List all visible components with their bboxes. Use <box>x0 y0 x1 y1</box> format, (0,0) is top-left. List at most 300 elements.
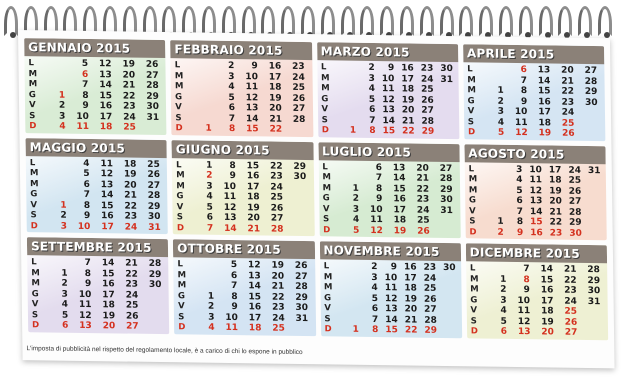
day-cell: 20 <box>401 105 415 116</box>
weekday-label: V <box>175 102 182 113</box>
day-cell: 24 <box>272 313 285 324</box>
day-cell: 25 <box>123 122 136 133</box>
day-cell <box>197 270 214 281</box>
day-cell: 21 <box>122 80 136 91</box>
day-cell: 18 <box>548 175 562 186</box>
week-column <box>338 62 356 137</box>
day-cell: 15 <box>101 269 115 280</box>
day-cell: 15 <box>246 160 260 172</box>
day-cell: 16 <box>248 302 262 313</box>
day-cell: 21 <box>549 207 563 218</box>
day-cell: 25 <box>564 306 578 318</box>
day-cell: 24 <box>125 290 139 301</box>
day-cell <box>581 108 598 119</box>
day-cell: 15 <box>540 275 554 286</box>
weekday-label: M <box>28 79 38 90</box>
week-column <box>486 65 504 140</box>
day-cell: 7 <box>82 79 89 90</box>
day-cell <box>437 127 454 138</box>
day-cell: 14 <box>392 173 406 184</box>
day-cell <box>291 324 308 335</box>
month-body <box>464 162 606 241</box>
month-title: LUGLIO 2015 <box>318 142 459 162</box>
day-cell: 17 <box>248 313 262 324</box>
week-column <box>525 165 543 240</box>
day-cell: 6 <box>206 212 214 223</box>
day-cell: 25 <box>272 323 285 335</box>
day-cell: 24 <box>123 111 136 123</box>
day-cell <box>48 79 65 90</box>
weekday-label: S <box>178 312 185 323</box>
week-column <box>288 62 306 137</box>
day-cell: 31 <box>587 296 601 307</box>
day-cell: 19 <box>549 186 562 197</box>
week-columns <box>482 264 604 340</box>
day-cell: 26 <box>292 93 306 104</box>
weekday-label: D <box>30 220 38 231</box>
day-cell: 30 <box>584 97 598 108</box>
day-cell <box>439 326 456 337</box>
day-cell: 19 <box>271 260 285 272</box>
day-cell: 12 <box>100 169 114 180</box>
day-cell: 20 <box>269 103 282 114</box>
day-cell <box>194 92 211 103</box>
day-cell <box>194 60 211 71</box>
day-cell: 6 <box>520 65 527 76</box>
day-cell: 12 <box>515 127 528 139</box>
day-cell: 23 <box>564 285 577 297</box>
day-cell: 11 <box>517 306 531 317</box>
weekday-label: S <box>30 210 37 221</box>
day-cell: 2 <box>60 210 67 221</box>
day-cell: 5 <box>353 225 360 236</box>
weekday-label: G <box>470 295 478 306</box>
day-cell: 19 <box>123 169 137 180</box>
day-cell: 16 <box>538 96 551 107</box>
day-cell <box>341 304 358 315</box>
day-cell <box>584 218 601 229</box>
month-block <box>464 144 607 241</box>
day-cell: 21 <box>563 264 577 276</box>
week-column <box>49 158 67 233</box>
day-cell: 8 <box>375 183 383 194</box>
day-cell: 24 <box>420 74 434 85</box>
day-cell: 2 <box>497 227 504 238</box>
day-cell <box>197 260 214 271</box>
weekday-label: D <box>321 125 329 136</box>
day-cell: 17 <box>101 221 114 233</box>
day-cell: 17 <box>538 107 551 118</box>
day-cell: 13 <box>385 304 398 315</box>
month-title: MARZO 2015 <box>317 42 458 62</box>
day-cell <box>581 118 598 129</box>
weekday-label: G <box>176 191 184 202</box>
day-cell: 1 <box>497 216 504 227</box>
day-cell: 3 <box>61 289 68 300</box>
binding-ring <box>598 6 612 36</box>
day-cell: 31 <box>440 74 454 85</box>
day-cell: 29 <box>421 126 435 137</box>
binding-ring <box>360 6 374 36</box>
day-cell: 16 <box>246 171 260 182</box>
day-cell: 25 <box>292 82 306 94</box>
weekday-labels <box>470 264 483 339</box>
day-cell: 29 <box>424 326 438 337</box>
day-cell: 4 <box>497 117 505 128</box>
day-cell <box>486 196 503 207</box>
week-column <box>264 61 282 136</box>
week-column <box>289 161 307 236</box>
weekday-label: V <box>30 199 38 210</box>
day-cell: 23 <box>292 61 305 73</box>
weekday-label: M <box>467 85 476 96</box>
day-cell: 20 <box>247 213 260 224</box>
day-cell: 22 <box>270 161 283 172</box>
month-block <box>463 44 606 141</box>
day-cell: 6 <box>62 320 69 332</box>
day-cell: 14 <box>382 115 396 126</box>
day-cell <box>290 224 307 235</box>
week-columns <box>189 260 311 336</box>
day-cell: 2 <box>497 96 504 107</box>
weekday-label: D <box>470 326 478 337</box>
day-cell: 22 <box>564 275 577 286</box>
day-cell: 30 <box>443 263 456 274</box>
week-column <box>397 63 415 138</box>
day-cell: 19 <box>401 94 415 106</box>
weekday-label: L <box>320 62 327 73</box>
week-column <box>242 161 260 236</box>
week-column <box>96 159 114 234</box>
day-cell: 2 <box>206 170 213 181</box>
day-cell: 9 <box>520 96 528 107</box>
day-cell: 22 <box>416 184 430 195</box>
day-cell: 22 <box>549 217 563 228</box>
day-cell: 24 <box>568 165 582 176</box>
day-cell: 31 <box>440 205 453 216</box>
footer-note: L'imposta di pubblicità nel rispetto del regolamento locale, è a carico di chi lo espone in pubblico <box>26 345 303 357</box>
day-cell: 16 <box>401 63 414 74</box>
week-column <box>119 159 137 234</box>
day-cell <box>341 272 358 283</box>
day-cell <box>49 179 66 190</box>
week-columns <box>333 62 455 138</box>
day-cell <box>436 216 453 227</box>
month-block <box>172 140 315 237</box>
day-cell: 11 <box>76 121 90 133</box>
week-column <box>243 261 261 336</box>
day-cell: 10 <box>78 289 92 300</box>
day-cell: 21 <box>404 315 418 326</box>
weekday-labels <box>468 164 481 239</box>
weekday-label: S <box>469 216 476 227</box>
month-block <box>26 138 169 235</box>
day-cell: 7 <box>231 281 238 292</box>
day-cell: 13 <box>245 103 259 114</box>
day-cell: 10 <box>381 73 395 84</box>
day-cell <box>584 187 601 198</box>
day-cell: 4 <box>371 283 378 294</box>
month-title: SETTEMBRE 2015 <box>27 237 168 257</box>
day-cell <box>145 291 162 302</box>
binding-ring <box>539 6 553 36</box>
binding-ring <box>202 6 216 36</box>
day-cell: 8 <box>82 90 89 101</box>
day-cell: 2 <box>368 62 375 73</box>
day-cell <box>486 75 503 86</box>
week-columns <box>187 60 309 136</box>
day-cell: 19 <box>404 294 418 305</box>
weekday-labels <box>324 262 337 337</box>
binding-ring <box>479 6 493 36</box>
day-cell: 3 <box>59 111 66 122</box>
week-column <box>341 262 359 337</box>
week-column <box>559 265 577 340</box>
weekday-label: V <box>322 203 330 215</box>
day-cell <box>489 264 506 275</box>
day-cell: 1 <box>499 274 507 285</box>
day-cell: 12 <box>223 202 237 213</box>
day-cell: 15 <box>393 183 406 195</box>
day-cell: 6 <box>500 327 508 338</box>
day-cell: 7 <box>84 258 91 269</box>
day-cell <box>341 283 358 294</box>
binding-ring <box>301 6 315 36</box>
month-body <box>320 260 462 339</box>
month-block <box>317 42 460 139</box>
day-cell: 27 <box>421 105 434 116</box>
binding-ring <box>341 6 355 36</box>
day-cell: 5 <box>368 94 376 105</box>
day-cell: 12 <box>245 92 259 103</box>
day-cell: 4 <box>208 323 215 334</box>
day-cell: 16 <box>403 262 417 273</box>
day-cell: 28 <box>424 315 437 326</box>
day-cell: 19 <box>541 317 554 328</box>
weekday-label: G <box>322 193 330 204</box>
month-title: MAGGIO 2015 <box>26 138 167 158</box>
day-cell: 21 <box>401 115 415 127</box>
week-column <box>365 163 383 238</box>
day-cell: 25 <box>421 84 434 95</box>
day-cell <box>583 307 600 318</box>
months-grid <box>24 38 608 340</box>
week-columns <box>480 164 602 240</box>
day-cell: 19 <box>247 202 260 214</box>
day-cell: 15 <box>248 292 262 303</box>
day-cell: 14 <box>540 264 554 275</box>
month-title: AGOSTO 2015 <box>464 144 605 164</box>
week-column <box>97 258 115 333</box>
week-column <box>505 164 523 239</box>
weekday-label: M <box>323 282 333 293</box>
day-cell <box>195 113 212 124</box>
day-cell: 14 <box>224 223 237 234</box>
day-cell: 7 <box>516 206 524 217</box>
day-cell: 26 <box>270 203 284 214</box>
weekday-label: V <box>177 301 185 312</box>
day-cell: 31 <box>587 165 601 176</box>
day-cell: 21 <box>416 173 430 184</box>
day-cell: 22 <box>269 124 283 135</box>
day-cell: 2 <box>371 262 378 273</box>
binding-ring <box>4 6 18 36</box>
week-column <box>489 264 507 339</box>
weekday-label: G <box>468 195 477 206</box>
day-cell <box>194 102 211 113</box>
day-cell <box>290 203 307 214</box>
month-block <box>170 40 313 137</box>
day-cell: 26 <box>145 59 159 70</box>
weekday-label: D <box>32 320 40 331</box>
day-cell: 13 <box>100 179 114 191</box>
day-cell: 9 <box>83 211 91 222</box>
day-cell: 6 <box>516 196 523 207</box>
day-cell: 7 <box>83 190 91 201</box>
month-body <box>172 158 314 237</box>
day-cell: 19 <box>269 93 282 104</box>
day-cell: 23 <box>270 171 283 182</box>
day-cell: 19 <box>122 59 136 70</box>
week-column <box>118 59 136 134</box>
day-cell: 24 <box>416 205 430 216</box>
day-cell: 12 <box>247 260 261 271</box>
day-cell <box>584 208 601 219</box>
day-cell: 16 <box>530 227 543 239</box>
day-cell <box>50 258 67 269</box>
weekday-label: G <box>175 91 183 102</box>
day-cell: 20 <box>416 163 429 174</box>
day-cell: 4 <box>368 83 376 94</box>
day-cell: 17 <box>99 111 113 122</box>
day-cell: 11 <box>245 82 259 93</box>
day-cell: 28 <box>147 190 161 202</box>
day-cell: 19 <box>102 311 116 322</box>
week-columns <box>334 162 456 238</box>
day-cell: 10 <box>514 106 528 118</box>
day-cell: 12 <box>529 185 543 196</box>
day-cell: 26 <box>561 128 575 139</box>
week-column <box>143 159 161 234</box>
weekday-label: G <box>467 95 475 106</box>
day-cell <box>342 173 359 184</box>
weekday-label: V <box>467 106 475 117</box>
weekday-label: V <box>324 303 331 314</box>
day-cell: 19 <box>393 225 407 237</box>
day-cell: 28 <box>568 207 582 218</box>
weekday-label: G <box>324 293 332 304</box>
day-cell: 4 <box>59 121 66 132</box>
day-cell <box>289 182 306 193</box>
weekday-labels <box>177 260 190 335</box>
week-column <box>197 260 215 335</box>
day-cell: 1 <box>497 85 504 96</box>
day-cell: 16 <box>101 211 114 222</box>
week-column <box>194 60 212 135</box>
week-column <box>48 58 66 133</box>
day-cell: 7 <box>228 113 236 124</box>
day-cell: 29 <box>148 269 162 280</box>
day-cell: 13 <box>517 327 531 338</box>
month-body <box>27 255 169 334</box>
day-cell: 9 <box>82 100 89 111</box>
weekday-label: V <box>469 205 476 217</box>
day-cell: 1 <box>205 123 212 134</box>
week-column <box>564 165 582 240</box>
day-cell: 14 <box>101 258 115 269</box>
day-cell: 9 <box>390 262 398 273</box>
day-cell: 21 <box>124 190 137 201</box>
day-cell: 5 <box>206 202 213 213</box>
weekday-label: M <box>31 278 41 289</box>
month-body <box>317 60 459 139</box>
weekday-labels <box>30 158 43 233</box>
day-cell: 30 <box>293 172 307 183</box>
day-cell: 25 <box>147 159 160 170</box>
day-cell: 29 <box>147 201 161 212</box>
day-cell: 28 <box>587 265 600 276</box>
day-cell: 2 <box>207 302 215 313</box>
week-column <box>121 259 139 334</box>
day-cell: 14 <box>99 80 112 91</box>
day-cell: 6 <box>230 270 238 281</box>
day-cell <box>584 318 601 329</box>
weekday-label: M <box>467 74 476 85</box>
day-cell: 12 <box>382 94 395 105</box>
day-cell <box>339 115 356 126</box>
weekday-label: D <box>175 123 183 134</box>
day-cell: 28 <box>292 114 306 125</box>
day-cell: 16 <box>268 61 282 72</box>
day-cell: 27 <box>126 321 139 333</box>
day-cell: 29 <box>295 292 308 303</box>
day-cell: 8 <box>520 86 528 97</box>
day-cell: 25 <box>423 284 437 295</box>
day-cell: 26 <box>147 169 161 181</box>
day-cell: 30 <box>146 101 160 112</box>
day-cell: 20 <box>102 321 116 332</box>
day-cell: 4 <box>83 158 90 169</box>
day-cell: 27 <box>568 196 582 208</box>
week-column <box>217 61 235 136</box>
day-cell: 28 <box>295 282 308 293</box>
week-column <box>71 59 89 134</box>
day-cell: 17 <box>540 296 554 307</box>
day-cell: 15 <box>100 200 114 212</box>
day-cell: 27 <box>584 65 598 77</box>
day-cell: 15 <box>530 217 543 228</box>
day-cell: 20 <box>549 196 562 207</box>
week-column <box>74 258 92 333</box>
day-cell: 27 <box>564 327 578 339</box>
day-cell: 28 <box>439 174 453 185</box>
day-cell: 23 <box>122 101 136 112</box>
day-cell: 17 <box>404 273 417 284</box>
day-cell: 29 <box>569 217 582 229</box>
day-cell: 1 <box>349 125 357 136</box>
day-cell: 9 <box>84 279 92 290</box>
day-cell: 1 <box>352 183 359 194</box>
weekday-labels <box>321 62 334 137</box>
week-column <box>266 161 284 236</box>
day-cell: 20 <box>404 304 418 315</box>
day-cell: 10 <box>529 164 542 175</box>
day-cell: 20 <box>122 69 136 81</box>
day-cell: 13 <box>99 69 112 80</box>
month-body <box>466 262 608 341</box>
weekday-label: G <box>28 89 36 100</box>
week-column <box>195 160 213 235</box>
